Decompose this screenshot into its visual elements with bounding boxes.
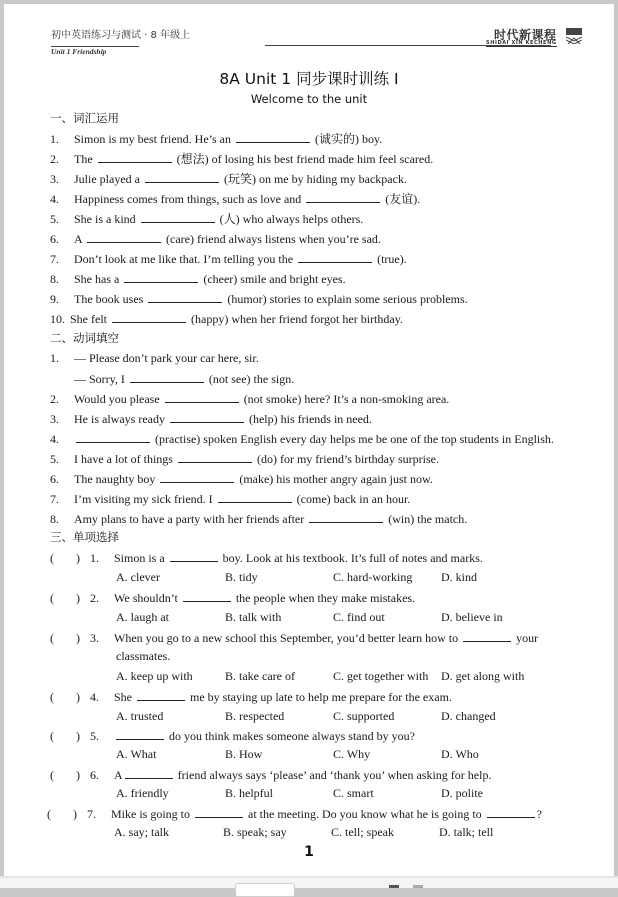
- vocab-item: 10. She felt (happy) when her friend forgot her birthday.: [50, 312, 403, 326]
- verb-item: 7. I’m visiting my sick friend. I (come) back in an hour.: [50, 492, 411, 506]
- option-c: C. smart: [333, 786, 374, 800]
- option-a: A. say; talk: [114, 825, 169, 839]
- vocab-item: 8. She has a (cheer) smile and bright eyes.: [50, 272, 346, 286]
- mc-question: ( ) 6. A friend always says ‘please’ and ‘thank you’ when asking for help.: [50, 768, 492, 782]
- option-c: C. get together with: [333, 669, 429, 683]
- answer-blank: [125, 767, 173, 779]
- viewer-toolbar: [0, 876, 618, 888]
- answer-blank: [195, 806, 243, 818]
- unit-label: Unit 1 Friendship: [51, 47, 107, 56]
- option-b: B. tidy: [225, 570, 258, 584]
- view-mode-icon[interactable]: [389, 885, 399, 888]
- option-c: C. Why: [333, 747, 371, 761]
- mc-question: ( ) 1. Simon is a boy. Look at his textbook. It’s full of notes and marks.: [50, 551, 483, 565]
- option-d: D. get along with: [441, 669, 525, 683]
- answer-blank[interactable]: [145, 171, 219, 183]
- option-d: D. kind: [441, 570, 477, 584]
- page-number: 1: [304, 844, 314, 860]
- answer-box[interactable]: (: [47, 807, 51, 821]
- verb-item: 1. — Please don’t park your car here, sir.: [50, 351, 259, 365]
- option-a: A. keep up with: [116, 669, 193, 683]
- option-c: C. hard-working: [333, 570, 413, 584]
- verb-item: 8. Amy plans to have a party with her friends after (win) the match.: [50, 512, 468, 526]
- answer-box[interactable]: (: [50, 631, 54, 645]
- answer-blank[interactable]: [160, 471, 234, 483]
- answer-blank: [170, 550, 218, 562]
- answer-box[interactable]: (: [50, 591, 54, 605]
- page-subtitle: Welcome to the unit: [250, 92, 368, 106]
- answer-box[interactable]: (: [50, 551, 54, 565]
- answer-blank: [487, 806, 535, 818]
- mc-question: ( ) 4. She me by staying up late to help me prepare for the exam.: [50, 690, 452, 704]
- verb-item: 3. He is always ready (help) his friends in need.: [50, 412, 372, 426]
- vocab-item: 7. Don’t look at me like that. I’m telling you the (true).: [50, 252, 407, 266]
- answer-blank[interactable]: [141, 211, 215, 223]
- document-page: [4, 4, 614, 876]
- answer-blank[interactable]: [309, 511, 383, 523]
- option-c: C. find out: [333, 610, 385, 624]
- vocab-item: 6. A (care) friend always listens when you’re sad.: [50, 232, 381, 246]
- verb-item: 4. (practise) spoken English every day helps me be one of the top students in English.: [50, 432, 554, 446]
- option-a: A. trusted: [116, 709, 164, 723]
- mc-question-continuation: classmates.: [116, 649, 171, 663]
- book-title: 初中英语练习与测试 · 8 年级上: [51, 30, 191, 41]
- answer-blank[interactable]: [112, 311, 186, 323]
- answer-blank: [463, 630, 511, 642]
- verb-item: 5. I have a lot of things (do) for my friend’s birthday surprise.: [50, 452, 439, 466]
- vocab-item: 1. Simon is my best friend. He’s an (诚实的) boy.: [50, 132, 383, 146]
- answer-blank[interactable]: [87, 231, 161, 243]
- option-b: B. respected: [225, 709, 285, 723]
- answer-box[interactable]: (: [50, 729, 54, 743]
- option-a: A. What: [116, 747, 157, 761]
- verb-item-continuation: — Sorry, I (not see) the sign.: [74, 372, 295, 386]
- logo-text-en: SHIDAI XIN KECHENG: [486, 40, 557, 46]
- answer-blank: [116, 728, 164, 740]
- page-input[interactable]: [235, 883, 295, 897]
- vocab-item: 4. Happiness comes from things, such as love and (友谊).: [50, 192, 421, 206]
- option-b: B. How: [225, 747, 263, 761]
- answer-blank[interactable]: [236, 131, 310, 143]
- publisher-logo: [484, 26, 584, 48]
- option-d: D. talk; tell: [439, 825, 494, 839]
- answer-blank[interactable]: [148, 291, 222, 303]
- answer-blank[interactable]: [218, 491, 292, 503]
- option-b: B. take care of: [225, 669, 295, 683]
- option-c: C. supported: [333, 709, 395, 723]
- option-d: D. polite: [441, 786, 483, 800]
- option-b: B. talk with: [225, 610, 282, 624]
- option-b: B. helpful: [225, 786, 273, 800]
- vocab-item: 3. Julie played a (玩笑) on me by hiding my backpack.: [50, 172, 407, 186]
- answer-blank[interactable]: [298, 251, 372, 263]
- option-d: D. changed: [441, 709, 496, 723]
- answer-blank[interactable]: [170, 411, 244, 423]
- verb-item: 6. The naughty boy (make) his mother angry again just now.: [50, 472, 433, 486]
- verb-item: 2. Would you please (not smoke) here? It’s a non-smoking area.: [50, 392, 450, 406]
- section-heading-verb-fill: 二、动词填空: [50, 331, 119, 345]
- answer-blank[interactable]: [98, 151, 172, 163]
- answer-blank: [183, 590, 231, 602]
- view-mode-alt-icon[interactable]: [413, 885, 423, 888]
- option-d: D. believe in: [441, 610, 503, 624]
- mc-question: ( ) 3. When you go to a new school this September, you’d better learn how to your: [50, 631, 539, 645]
- answer-box[interactable]: (: [50, 690, 54, 704]
- mc-question: ( ) 5. do you think makes someone always stand by you?: [50, 729, 415, 743]
- answer-blank[interactable]: [165, 391, 239, 403]
- option-c: C. tell; speak: [331, 825, 394, 839]
- section-heading-multiple-choice: 三、单项选择: [50, 530, 119, 544]
- option-a: A. clever: [116, 570, 160, 584]
- option-b: B. speak; say: [223, 825, 287, 839]
- mc-question: ( ) 7. Mike is going to at the meeting. Do you know what he is going to ?: [47, 807, 542, 821]
- vocab-item: 5. She is a kind (人) who always helps others.: [50, 212, 364, 226]
- option-d: D. Who: [441, 747, 479, 761]
- answer-blank: [137, 689, 185, 701]
- section-heading-vocabulary: 一、词汇运用: [50, 111, 119, 125]
- logo-text-cn: 时代新课程: [494, 28, 557, 42]
- answer-blank[interactable]: [76, 431, 150, 443]
- option-a: A. laugh at: [116, 610, 169, 624]
- answer-blank[interactable]: [124, 271, 198, 283]
- vocab-item: 2. The (想法) of losing his best friend made him feel scared.: [50, 152, 434, 166]
- answer-box[interactable]: (: [50, 768, 54, 782]
- logo-mark-icon: [566, 28, 582, 44]
- option-a: A. friendly: [116, 786, 169, 800]
- mc-question: ( ) 2. We shouldn’t the people when they make mistakes.: [50, 591, 416, 605]
- vocab-item: 9. The book uses (humor) stories to explain some serious problems.: [50, 292, 468, 306]
- answer-blank[interactable]: [306, 191, 380, 203]
- page-title: 8A Unit 1 同步课时训练 I: [219, 70, 399, 88]
- answer-blank[interactable]: [130, 371, 204, 383]
- answer-blank[interactable]: [178, 451, 252, 463]
